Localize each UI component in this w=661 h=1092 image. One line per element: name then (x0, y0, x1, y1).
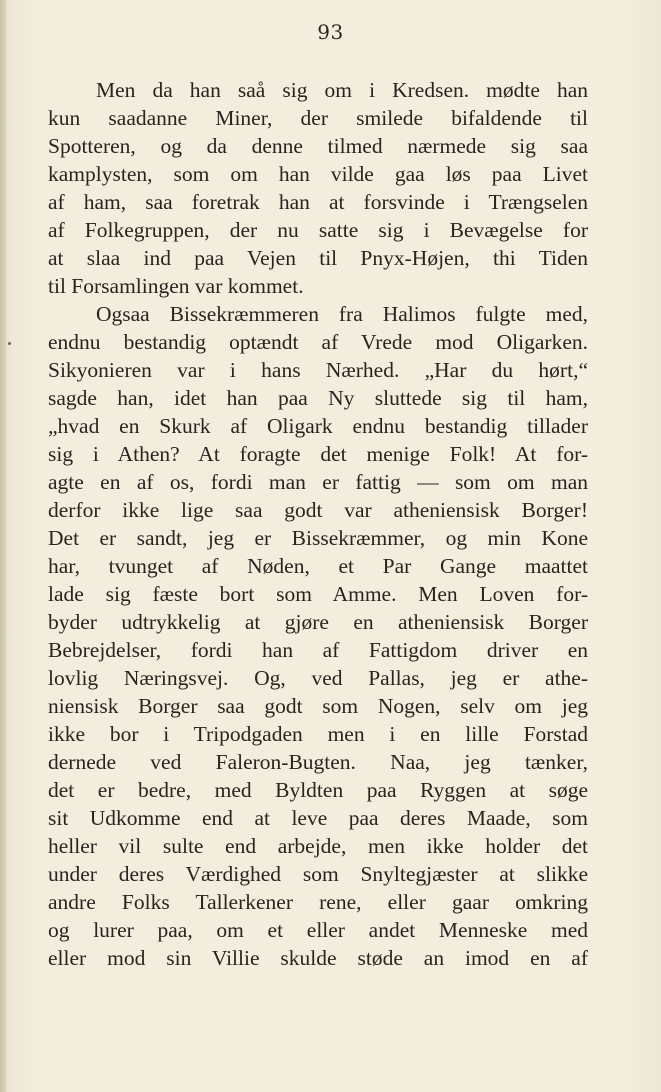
page-binding-edge (0, 0, 6, 1092)
margin-dot (8, 342, 11, 345)
text-line: Spotteren, og da denne tilmed nærmede sig saa (48, 134, 588, 158)
text-line: Ogsaa Bissekræmmeren fra Halimos fulgte med, (96, 302, 588, 326)
text-line: til Forsamlingen var kommet. (48, 274, 304, 298)
text-line: ikke bor i Tripodgaden men i en lille Forstad (48, 722, 588, 746)
text-line: kun saadanne Miner, der smilede bifaldende til (48, 106, 588, 130)
text-line: eller mod sin Villie skulde støde an imod en af (48, 946, 588, 970)
text-line: sit Udkomme end at leve paa deres Maade, som (48, 806, 588, 830)
text-line: af ham, saa foretrak han at forsvinde i Trængselen (48, 190, 588, 214)
text-line: og lurer paa, om et eller andet Menneske med (48, 918, 588, 942)
text-line: heller vil sulte end arbejde, men ikke holder det (48, 834, 588, 858)
body-text (48, 76, 588, 972)
text-line: Bebrejdelser, fordi han af Fattigdom driver en (48, 638, 588, 662)
text-line: af Folkegruppen, der nu satte sig i Bevægelse for (48, 218, 588, 242)
text-line: at slaa ind paa Vejen til Pnyx-Højen, thi Tiden (48, 246, 588, 270)
text-line: niensisk Borger saa godt som Nogen, selv om jeg (48, 694, 588, 718)
text-line: Men da han saå sig om i Kredsen. mødte han (96, 78, 588, 102)
text-line: sig i Athen? At foragte det menige Folk! At for- (48, 442, 588, 466)
page-number: 93 (317, 20, 344, 44)
text-line: dernede ved Faleron-Bugten. Naa, jeg tænker, (48, 750, 588, 774)
text-line: andre Folks Tallerkener rene, eller gaar omkring (48, 890, 588, 914)
text-line: det er bedre, med Byldten paa Ryggen at søge (48, 778, 588, 802)
text-line: under deres Værdighed som Snyltegjæster at slikke (48, 862, 588, 886)
text-line: sagde han, idet han paa Ny sluttede sig til ham, (48, 386, 588, 410)
text-line: har, tvunget af Nøden, et Par Gange maattet (48, 554, 588, 578)
text-line: lovlig Næringsvej. Og, ved Pallas, jeg er athe- (48, 666, 588, 690)
text-line: Det er sandt, jeg er Bissekræmmer, og min Kone (48, 526, 588, 550)
text-line: lade sig fæste bort som Amme. Men Loven for- (48, 582, 588, 606)
text-line: endnu bestandig optændt af Vrede mod Oligarken. (48, 330, 588, 354)
text-line: derfor ikke lige saa godt var atheniensisk Borger! (48, 498, 588, 522)
text-line: byder udtrykkelig at gjøre en atheniensisk Borger (48, 610, 588, 634)
text-line: agte en af os, fordi man er fattig — som om man (48, 470, 588, 494)
text-line: Sikyonieren var i hans Nærhed. „Har du hørt,“ (48, 358, 588, 382)
text-line: kamplysten, som om han vilde gaa løs paa Livet (48, 162, 588, 186)
text-line: „hvad en Skurk af Oligark endnu bestandig tillader (48, 414, 588, 438)
